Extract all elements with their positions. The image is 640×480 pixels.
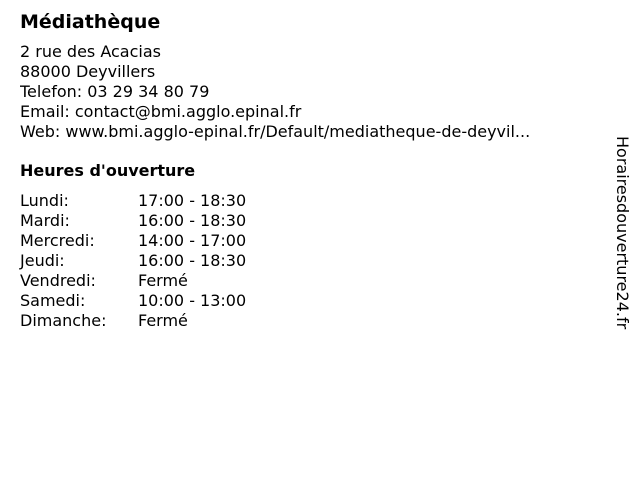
watermark-text: Horairesdouverture24.fr	[613, 136, 632, 330]
day-hours: 16:00 - 18:30	[138, 211, 247, 230]
day-hours: 14:00 - 17:00	[138, 231, 247, 250]
address-city: 88000 Deyvillers	[20, 62, 156, 81]
day-hours: Fermé	[138, 271, 188, 290]
day-hours: 16:00 - 18:30	[138, 251, 247, 270]
phone-line: Telefon: 03 29 34 80 79	[20, 82, 210, 101]
hours-row	[20, 251, 246, 271]
hours-table	[20, 191, 246, 331]
day-label: Lundi:	[20, 191, 69, 210]
day-hours: 10:00 - 13:00	[138, 291, 247, 310]
hours-row	[20, 291, 246, 311]
hours-heading: Heures d'ouverture	[20, 161, 196, 180]
hours-row	[20, 191, 246, 211]
day-label: Dimanche:	[20, 311, 107, 330]
day-hours: 17:00 - 18:30	[138, 191, 247, 210]
day-label: Mardi:	[20, 211, 70, 230]
day-label: Jeudi:	[20, 251, 65, 270]
web-line: Web: www.bmi.agglo-epinal.fr/Default/mediatheque-de-deyvil...	[20, 122, 531, 141]
hours-row	[20, 211, 246, 231]
watermark	[608, 136, 638, 396]
place-card	[20, 9, 600, 331]
day-hours: Fermé	[138, 311, 188, 330]
place-title: Médiathèque	[20, 11, 161, 33]
day-label: Mercredi:	[20, 231, 95, 250]
hours-row	[20, 231, 246, 251]
day-label: Samedi:	[20, 291, 86, 310]
email-line: Email: contact@bmi.agglo.epinal.fr	[20, 102, 302, 121]
day-label: Vendredi:	[20, 271, 96, 290]
hours-row	[20, 311, 246, 331]
hours-row	[20, 271, 246, 291]
address-street: 2 rue des Acacias	[20, 42, 161, 61]
